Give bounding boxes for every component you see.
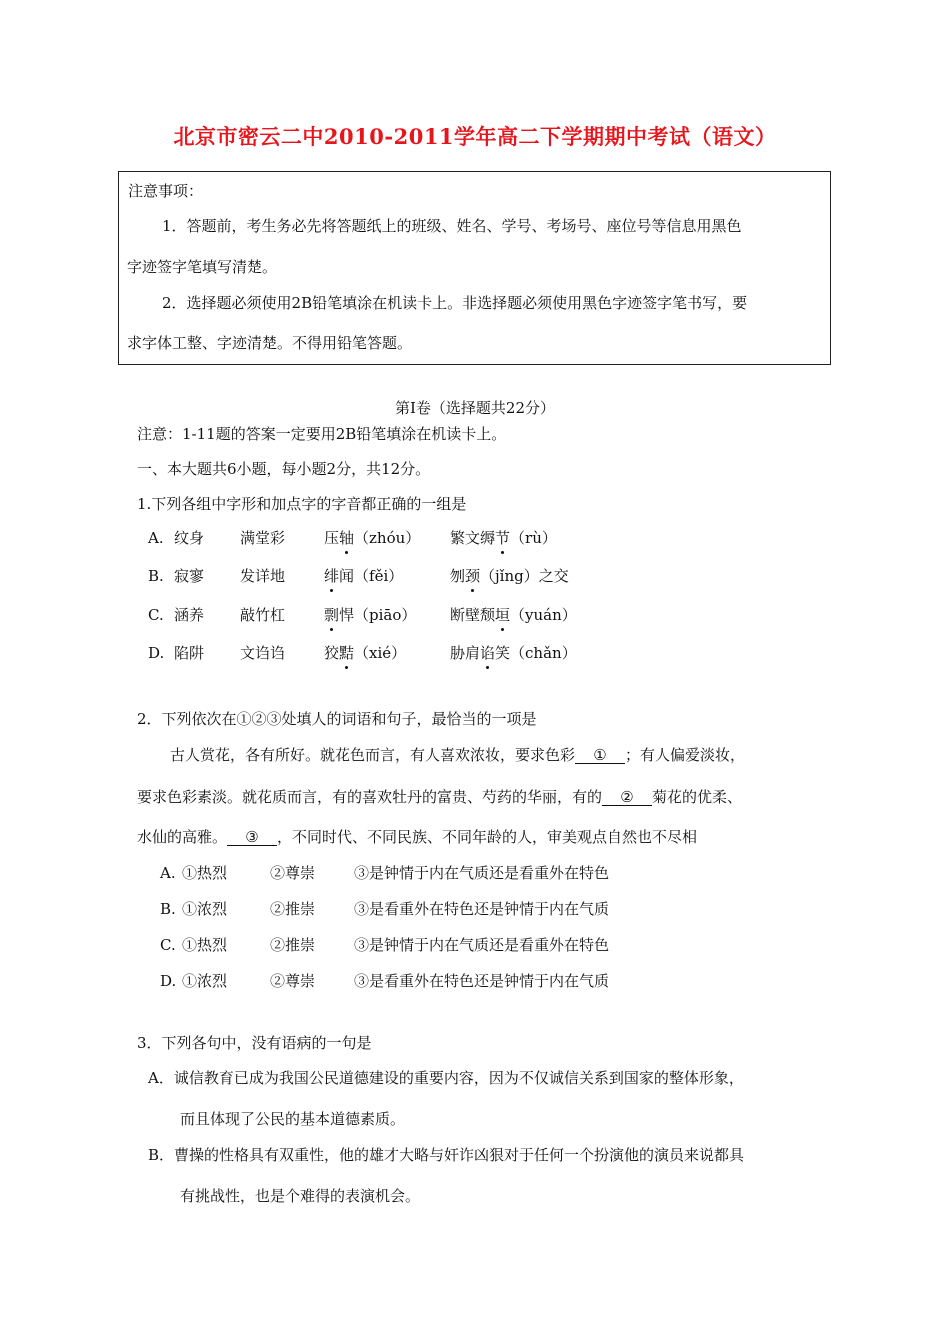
word-4: 繁文缛节（rù） <box>450 529 557 547</box>
dotted-char: 剽 <box>324 606 340 624</box>
dotted-char: 谄 <box>480 644 496 662</box>
question-3-stem: 3．下列各句中，没有语病的一句是 <box>137 1034 372 1052</box>
word-1: 陷阱 <box>174 644 205 662</box>
word-2: 文诌诌 <box>240 644 286 662</box>
blank-3: ③ <box>227 829 277 846</box>
dotted-char: 垣 <box>495 606 511 624</box>
q1-option-c <box>148 604 577 625</box>
q2-option-b: B. ①浓烈 ②推崇 ③是看重外在特色还是钟情于内在气质 <box>160 900 610 918</box>
dotted-char: 颈 <box>465 567 481 585</box>
word-4: 刎颈（jǐng）之交 <box>450 567 569 585</box>
q2-option-a: A. ①热烈 ②尊崇 ③是钟情于内在气质还是看重外在特色 <box>160 864 610 882</box>
blank-1: ① <box>575 747 625 764</box>
notice-item-1-line-1: 1．答题前，考生务必先将答题纸上的班级、姓名、学号、考场号、座位号等信息用黑色 <box>162 217 742 235</box>
word-2: 满堂彩 <box>240 529 286 547</box>
q3-option-b-line-2: 有挑战性，也是个难得的表演机会。 <box>180 1187 421 1205</box>
option-letter: B. <box>148 567 164 585</box>
page-title: 北京市密云二中2010-2011学年高二下学期期中考试（语文） <box>173 124 777 149</box>
word-2: 敲竹杠 <box>240 606 286 624</box>
word-3: 压轴（zhóu） <box>324 529 421 547</box>
q2-passage-line-2: 要求色彩素淡。就花质而言，有的喜欢牡丹的富贵、芍药的华丽，有的 ② 菊花的优柔、 <box>137 788 743 806</box>
q1-option-a <box>148 527 557 548</box>
word-3: 狡黠（xié） <box>324 644 407 662</box>
q2-option-d: D. ①浓烈 ②尊崇 ③是看重外在特色还是钟情于内在气质 <box>160 972 610 990</box>
q2-option-c: C. ①热烈 ②推崇 ③是钟情于内在气质还是看重外在特色 <box>160 936 610 954</box>
blank-2: ② <box>602 789 652 806</box>
q2-passage-line-3: 水仙的高雅。 ③ ，不同时代、不同民族、不同年龄的人，审美观点自然也不尽相 <box>137 828 698 846</box>
dotted-char: 黠 <box>339 644 355 662</box>
q2-passage-line-1: 古人赏花，各有所好。就花色而言，有人喜欢浓妆，要求色彩 ① ；有人偏爱淡妆， <box>170 746 746 764</box>
option-letter: C. <box>148 606 164 624</box>
word-4: 胁肩谄笑（chǎn） <box>450 644 577 662</box>
section-note: 注意：1-11题的答案一定要用2B铅笔填涂在机读卡上。 <box>137 425 507 443</box>
notice-item-1-line-2: 字迹签字笔填写清楚。 <box>127 258 278 276</box>
dotted-char: 绯 <box>324 567 340 585</box>
word-3: 绯闻（fěi） <box>324 567 404 585</box>
q3-option-a-line-2: 而且体现了公民的基本道德素质。 <box>180 1110 406 1128</box>
option-letter: A. <box>148 529 164 547</box>
q1-option-d <box>148 642 577 663</box>
word-3: 剽悍（piāo） <box>324 606 417 624</box>
word-1: 涵养 <box>174 606 205 624</box>
question-2-stem: 2．下列依次在①②③处填人的词语和句子，最恰当的一项是 <box>137 710 537 728</box>
word-4: 断壁颓垣（yuán） <box>450 606 577 624</box>
notice-heading: 注意事项： <box>128 182 204 200</box>
dotted-char: 节 <box>495 529 511 547</box>
notice-item-2-line-1: 2．选择题必须使用2B铅笔填涂在机读卡上。非选择题必须使用黑色字迹签字笔书写，要 <box>162 294 748 312</box>
notice-item-2-line-2: 求字体工整、字迹清楚。不得用铅笔答题。 <box>127 334 413 352</box>
word-2: 发详地 <box>240 567 286 585</box>
dotted-char: 轴 <box>339 529 355 547</box>
section-heading: 第Ⅰ卷（选择题共22分） <box>394 399 555 417</box>
question-1-stem: 1.下列各组中字形和加点字的字音都正确的一组是 <box>137 495 467 513</box>
q3-option-b-line-1: B．曹操的性格具有双重性，他的雄才大略与奸诈凶狠对于任何一个扮演他的演员来说都具 <box>148 1146 745 1164</box>
word-1: 纹身 <box>174 529 205 547</box>
q1-option-b <box>148 565 569 586</box>
q3-option-a-line-1: A．诚信教育已成为我国公民道德建设的重要内容，因为不仅诚信关系到国家的整体形象， <box>148 1069 744 1087</box>
word-1: 寂寥 <box>174 567 205 585</box>
option-letter: D. <box>148 644 165 662</box>
part-heading: 一、本大题共6小题，每小题2分，共12分。 <box>137 460 431 478</box>
